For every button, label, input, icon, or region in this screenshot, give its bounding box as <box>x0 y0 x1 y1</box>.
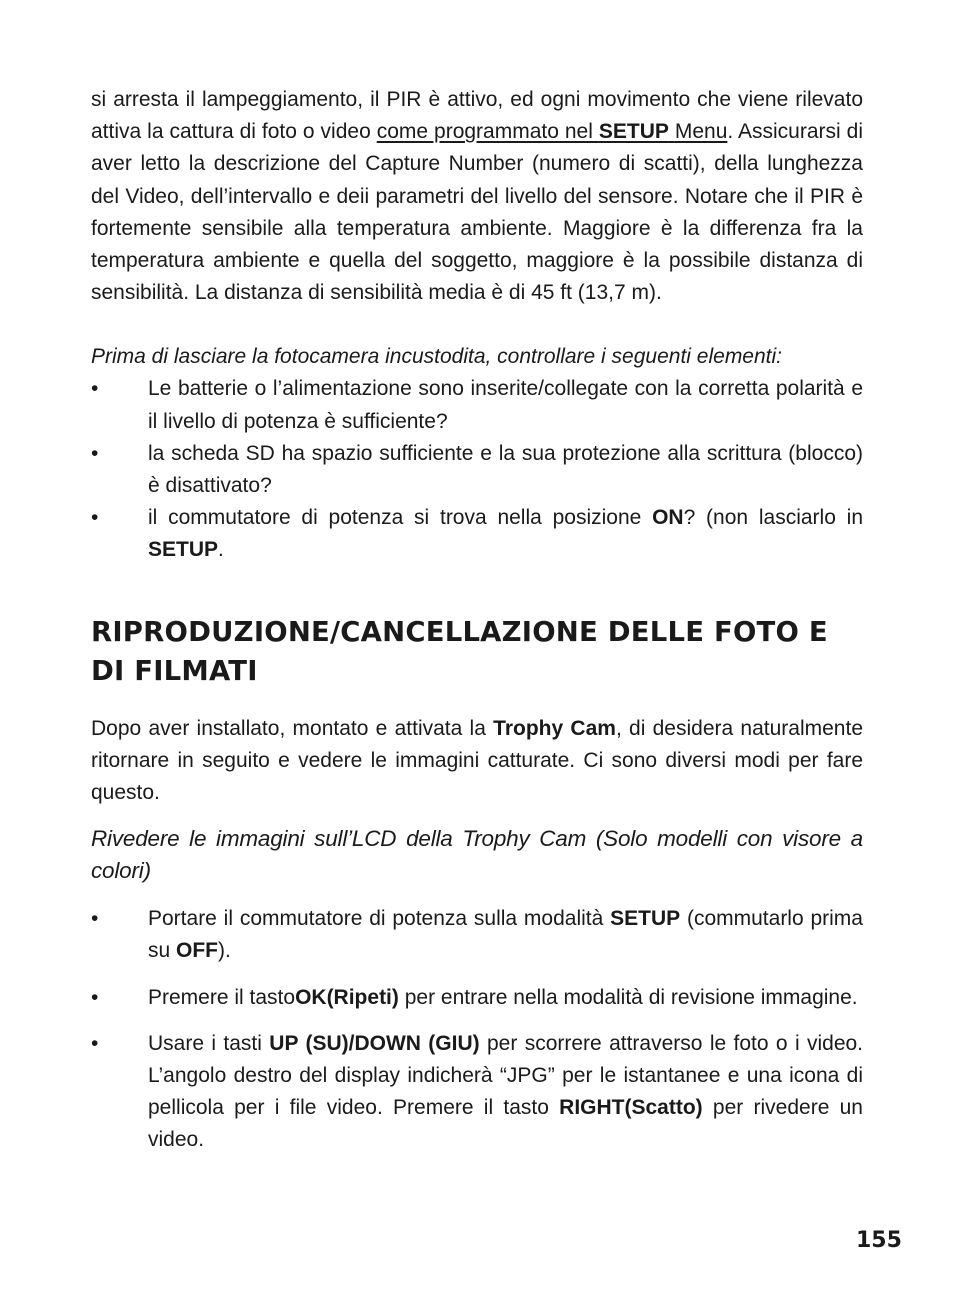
section-heading: RIPRODUZIONE/CANCELLAZIONE DELLE FOTO E DI FILMATI <box>91 615 828 687</box>
step-ok-review: • Premere il tastoOK(Ripeti) per entrare nella modalità di revisione immagine. <box>91 982 863 1014</box>
setup-menu-reference: come programmato nel SETUP Menu <box>376 120 728 144</box>
checklist-intro: Prima di lasciare la fotocamera incustodita, controllare i seguenti elementi: <box>91 345 783 369</box>
bullet: • <box>91 377 99 401</box>
bullet: • <box>91 441 99 465</box>
checklist-item-power-switch: • il commutatore di potenza si trova nella posizione ON? (non lasciarlo in SETUP. <box>91 502 863 566</box>
step-setup-mode: • Portare il commutatore di potenza sulla modalità SETUP (commutarlo prima su OFF). <box>91 903 863 967</box>
checklist-item-sd-card: • la scheda SD ha spazio sufficiente e la sua protezione alla scrittura (blocco) è disattivato? <box>91 438 863 502</box>
bullet: • <box>91 985 99 1009</box>
bullet: • <box>91 506 99 530</box>
section-intro-paragraph: Dopo aver installato, montato e attivata la Trophy Cam, di desidera naturalmente ritornare in seguito e vedere le immagini catturate. Ci sono diversi modi per fare questo. <box>91 716 864 805</box>
checklist-item-batteries: • Le batterie o l’alimentazione sono inserite/collegate con la corretta polarità e il livello di potenza è sufficiente? <box>91 373 863 437</box>
document-page <box>91 84 863 1157</box>
section-subheading: Rivedere le immagini sull’LCD della Trophy Cam (Solo modelli con visore a colori) <box>91 826 863 884</box>
step-scroll-images: • Usare i tasti UP (SU)/DOWN (GIU) per scorrere attraverso le foto o i video. L’angolo destro del display indicherà “JPG” per le istantanee e una icona di pellicola per i file video. Premere il tasto RIGHT(Scatto) per rivedere un video. <box>91 1028 863 1157</box>
intro-paragraph: si arresta il lampeggiamento, il PIR è attivo, ed ogni movimento che viene rilevato attiva la cattura di foto o video come programmato nel SETUP Menu. Assicurarsi di aver letto la descrizione del Capture Number (numero di scatti), della lunghezza del Video, dell’intervallo e deii parametri del livello del sensore. Notare che il PIR è fortemente sensibile alla temperatura ambiente. Maggiore è la differenza fra la temperatura ambiente e quella del soggetto, maggiore è la possibile distanza di sensibilità. La distanza di sensibilità media è di 45 ft (13,7 m). <box>91 88 863 305</box>
bullet: • <box>91 1031 99 1055</box>
bullet: • <box>91 907 99 931</box>
page-number: 155 <box>856 1228 902 1253</box>
